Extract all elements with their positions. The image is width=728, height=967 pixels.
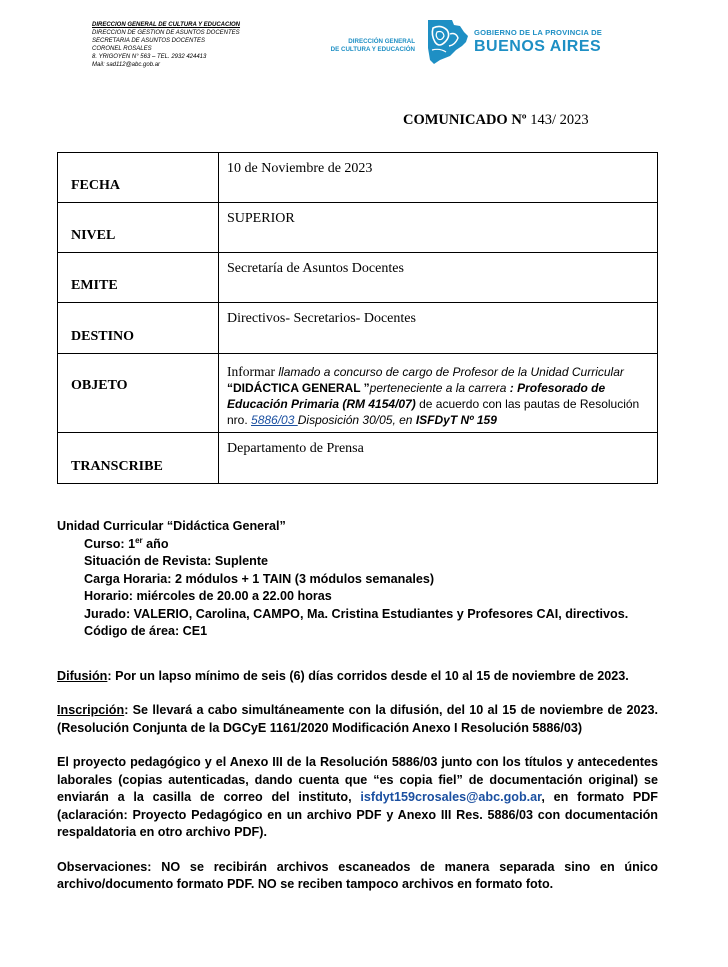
objeto-part-5: : Profesorado de Educación Primaria (RM 4154/07) bbox=[227, 381, 606, 411]
inscripcion-text: : Se llevará a cabo simultáneamente con la difusión, del 10 al 15 de noviembre de 2023. (Resolución Conjunta de la DGCyE 1161/2020 Modificación Anexo I Resolución 5886/03) bbox=[57, 703, 658, 735]
nivel-label: NIVEL bbox=[58, 203, 219, 253]
proyecto-paragraph bbox=[57, 754, 658, 842]
header-line-1: DIRECCION GENERAL DE CULTURA Y EDUCACION bbox=[92, 22, 241, 28]
header-mail-line bbox=[92, 61, 240, 69]
document-body bbox=[57, 518, 658, 894]
table-row-transcribe bbox=[58, 433, 658, 484]
table-row-nivel bbox=[58, 203, 658, 253]
proyecto-text-2: , en formato PDF (aclaración: Proyecto Pedagógico en un archivo PDF y Anexo III Res. 5886/03 con documentación respaldatoria en otro archivo PDF). bbox=[57, 790, 659, 839]
header-mail-link[interactable]: sad112@abc.gob.ar bbox=[106, 62, 161, 68]
comunicado-title bbox=[403, 112, 589, 129]
objeto-value bbox=[219, 354, 658, 433]
curso-line bbox=[84, 536, 658, 554]
curso-sup: er bbox=[135, 535, 143, 545]
fecha-value: 10 de Noviembre de 2023 bbox=[219, 153, 658, 203]
jurado-line: Jurado: VALERIO, Carolina, CAMPO, Ma. Cristina Estudiantes y Profesores CAI, directivos. bbox=[84, 606, 629, 621]
comunicado-number: 143/ 2023 bbox=[526, 112, 589, 128]
province-map-logo-icon bbox=[424, 18, 470, 71]
objeto-part-6: de acuerdo con las pautas de Resolución nro. bbox=[227, 397, 640, 427]
emite-label: EMITE bbox=[58, 253, 219, 303]
destino-value: Directivos- Secretarios- Docentes bbox=[219, 303, 658, 354]
carga-line: Carga Horaria: 2 módulos + 1 TAIN (3 módulos semanales) bbox=[84, 571, 435, 586]
table-row-emite bbox=[58, 253, 658, 303]
header-line-3: SECRETARIA DE ASUNTOS DOCENTES bbox=[92, 38, 206, 44]
inscripcion-label: Inscripción bbox=[57, 703, 125, 717]
objeto-part-1: Informar bbox=[227, 364, 279, 379]
inscripcion-paragraph bbox=[57, 702, 658, 737]
unidad-heading: Unidad Curricular “Didáctica General” bbox=[57, 519, 286, 533]
table-row-destino bbox=[58, 303, 658, 354]
table-row-fecha bbox=[58, 153, 658, 203]
logo-gob-line-2: BUENOS AIRES bbox=[474, 38, 602, 55]
objeto-part-8: Disposición 30/05, en bbox=[297, 413, 416, 427]
details-block bbox=[57, 536, 658, 641]
transcribe-label: TRANSCRIBE bbox=[58, 433, 219, 484]
objeto-part-4: perteneciente a la carrera bbox=[369, 381, 510, 395]
transcribe-value: Departamento de Prensa bbox=[219, 433, 658, 484]
logo-dg-line-2: DE CULTURA Y EDUCACIÓN bbox=[330, 46, 415, 53]
objeto-part-3: “DIDÁCTICA GENERAL ” bbox=[227, 381, 370, 395]
institute-email-link[interactable]: isfdyt159crosales@abc.gob.ar bbox=[360, 790, 542, 804]
header-address-block bbox=[92, 21, 240, 69]
difusion-label: Difusión bbox=[57, 668, 108, 683]
codigo-line: Código de área: CE1 bbox=[84, 624, 208, 638]
objeto-part-9: ISFDyT Nº 159 bbox=[415, 413, 497, 427]
objeto-part-2: llamado a concurso de cargo de Profesor de la Unidad Curricular bbox=[278, 365, 624, 379]
header-line-4: CORONEL ROSALES bbox=[92, 46, 152, 52]
difusion-text: : Por un lapso mínimo de seis (6) días corridos desde el 10 al 15 de noviembre de 2023. bbox=[107, 668, 629, 683]
curso-prefix: Curso: 1 bbox=[84, 536, 136, 551]
situacion-line: Situación de Revista: Suplente bbox=[84, 554, 269, 568]
header-line-2: DIRECCION DE GESTION DE ASUNTOS DOCENTES bbox=[92, 30, 240, 36]
difusion-paragraph bbox=[57, 668, 658, 686]
observaciones-paragraph: Observaciones: NO se recibirán archivos escaneados de manera separada sino en único archivo/documento formato PDF. NO se reciben tampoco archivos en formato foto. bbox=[57, 859, 658, 891]
logo-gobierno-text bbox=[474, 28, 602, 56]
header-line-5: 8. YRIGOYEN N° 563 – TEL. 2932 424413 bbox=[92, 54, 207, 60]
table-row-objeto bbox=[58, 354, 658, 433]
destino-label: DESTINO bbox=[58, 303, 219, 354]
emite-value: Secretaría de Asuntos Docentes bbox=[219, 253, 658, 303]
mail-label: Mail: bbox=[92, 62, 105, 68]
horario-line: Horario: miércoles de 20.00 a 22.00 horas bbox=[84, 589, 332, 603]
info-table bbox=[57, 152, 658, 484]
logo-gob-line-1: GOBIERNO DE LA PROVINCIA DE bbox=[474, 28, 603, 37]
comunicado-label: COMUNICADO Nº bbox=[403, 112, 527, 128]
curso-suffix: año bbox=[142, 536, 169, 551]
logo-dg-line-1: DIRECCIÓN GENERAL bbox=[348, 38, 415, 45]
resolution-link[interactable]: 5886/03 bbox=[251, 413, 298, 427]
proyecto-text-1: El proyecto pedagógico y el Anexo III de la Resolución 5886/03 junto con los títulos y antecedentes laborales (copias autenticadas, dando cuenta que “es copia fiel” de documentación original) se enviarán a la casilla de correo del instituto, bbox=[57, 755, 658, 804]
nivel-value: SUPERIOR bbox=[219, 203, 658, 253]
fecha-label: FECHA bbox=[58, 153, 219, 203]
logo-dg-text bbox=[330, 38, 415, 54]
objeto-label: OBJETO bbox=[58, 354, 219, 433]
